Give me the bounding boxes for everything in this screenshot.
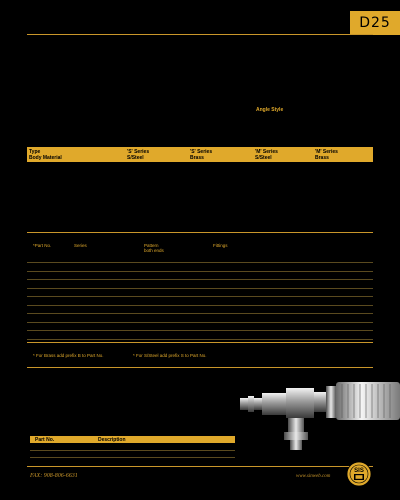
series-material: S/Steel: [255, 154, 272, 161]
page-code-tag: [350, 11, 400, 35]
accessories-row-line: [30, 450, 235, 451]
parts-header-part-no: *Part No.: [33, 243, 52, 248]
series-col-3: [255, 149, 278, 161]
pattern-sub-label: both ends: [144, 248, 164, 253]
series-material: Brass: [190, 154, 204, 161]
series-name: 'M' Series: [315, 148, 338, 155]
website-link[interactable]: www.sinweb.com: [296, 474, 331, 479]
angle-valve-photo: [238, 378, 400, 450]
parts-header-fittings: Fittings: [213, 243, 228, 248]
angle-style-label: Angle Style: [256, 107, 284, 113]
footnote-steel: * For S/Steel add prefix S to Part No.: [133, 353, 207, 358]
footnote-rule: [27, 367, 373, 368]
footnote-brass: * For Brass add prefix B to Part No.: [33, 353, 104, 358]
parts-top-rule: [27, 232, 373, 233]
series-col-1: [127, 149, 149, 161]
accessories-row-line: [30, 457, 235, 458]
parts-header-series: Series: [74, 243, 87, 248]
series-table: [27, 147, 373, 162]
parts-header-pattern: [144, 243, 164, 253]
series-material: S/Steel: [127, 154, 144, 161]
table-row: [27, 279, 373, 280]
footer-rule: [27, 466, 373, 467]
accessories-header-part-no: Part No.: [35, 436, 55, 443]
page-code: D25: [359, 15, 391, 31]
series-name: 'S' Series: [127, 148, 150, 155]
table-row: [27, 296, 373, 297]
table-row: [27, 330, 373, 331]
table-row: [27, 322, 373, 323]
svg-text:SIS: SIS: [354, 468, 364, 474]
table-row: [27, 262, 373, 263]
fax-number: FAX: 908-806-6631: [30, 473, 78, 479]
series-name: 'S' Series: [190, 148, 213, 155]
body-material-label: Body Material: [29, 154, 62, 161]
series-col-4: [315, 149, 338, 161]
series-name: 'M' Series: [255, 148, 278, 155]
accessories-header-description: Description: [98, 436, 126, 443]
top-rule: [27, 34, 373, 35]
parts-bottom-rule: [27, 342, 373, 343]
table-row: [27, 271, 373, 272]
series-col-2: [190, 149, 212, 161]
table-row: [27, 313, 373, 314]
sis-logo-icon: [346, 461, 372, 487]
table-row: [27, 305, 373, 306]
pattern-label: Pattern: [144, 243, 159, 248]
series-row-labels: [29, 149, 62, 161]
type-label: Type: [29, 148, 41, 155]
accessories-table-header: [30, 436, 235, 443]
series-material: Brass: [315, 154, 329, 161]
table-row: [27, 339, 373, 340]
table-row: [27, 288, 373, 289]
